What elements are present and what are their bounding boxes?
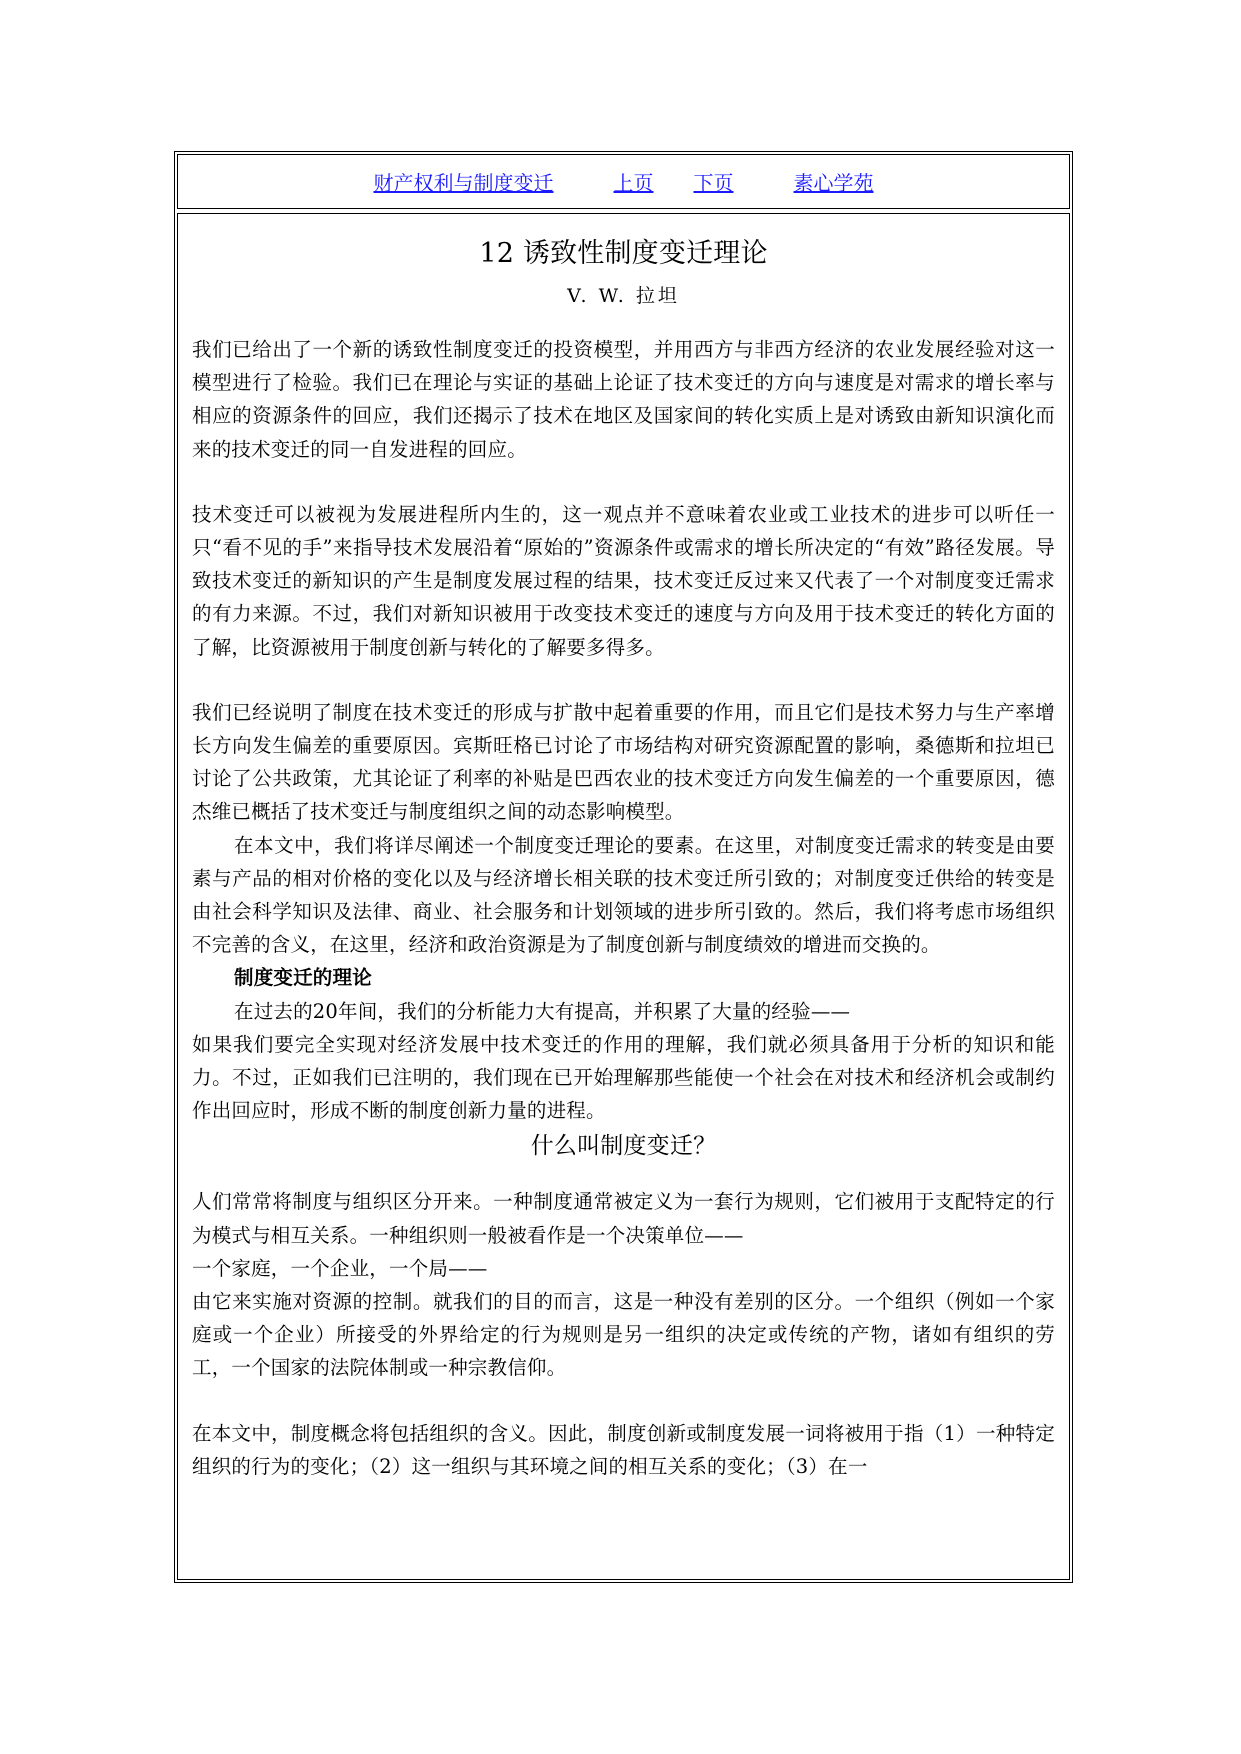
paragraph-3: 我们已经说明了制度在技术变迁的形成与扩散中起着重要的作用，而且它们是技术努力与生产率增长方向发生偏差的重要原因。宾斯旺格已讨论了市场结构对研究资源配置的影响，桑德斯和拉坦已讨论了公共政策，尤其论证了利率的补贴是巴西农业的技术变迁方向发生偏差的一个重要原因，德杰维已概括了技术变迁与制度组织之间的动态影响模型。 [192, 700, 1055, 824]
prev-page-link[interactable]: 上页 [613, 171, 654, 195]
subsection-title: 什么叫制度变迁？ [530, 1133, 717, 1160]
paragraph-2: 技术变迁可以被视为发展进程所内生的，这一观点并不意味着农业或工业技术的进步可以听任一只“看不见的手”来指导技术发展沿着“原始的”资源条件或需求的增长所决定的“有效”路径发展。导致技术变迁的新知识的产生是制度发展过程的结果，技术变迁反过来又代表了一个对制度变迁需求的有力来源。不过，我们对新知识被用于改变技术变迁的速度与方向及用于技术变迁的转化方面的了解，比资源被用于制度创新与转化的了解要多得多。 [192, 502, 1055, 659]
next-page-link[interactable]: 下页 [693, 171, 734, 195]
paragraph-5a: 在过去的20年间，我们的分析能力大有提高，并积累了大量的经验—— [234, 999, 851, 1023]
paragraph-7: 在本文中，制度概念将包括组织的含义。因此，制度创新或制度发展一词将被用于指（1）一种特定组织的行为的变化；（2）这一组织与其环境之间的相互关系的变化；（3）在一 [192, 1421, 1055, 1478]
paragraph-1: 我们已给出了一个新的诱致性制度变迁的投资模型，并用西方与非西方经济的农业发展经验对这一模型进行了检验。我们已在理论与实证的基础上论证了技术变迁的方向与速度是对需求的增长率与相应的资源条件的回应，我们还揭示了技术在地区及国家间的转化实质上是对诱致由新知识演化而来的技术变迁的同一自发进程的回应。 [192, 338, 1055, 461]
article-author: V. W. 拉坦 [567, 285, 680, 307]
inner-box [177, 154, 1070, 1580]
section-heading: 制度变迁的理论 [234, 966, 372, 990]
paragraph-4: 在本文中，我们将详尽阐述一个制度变迁理论的要素。在这里，对制度变迁需求的转变是由要素与产品的相对价格的变化以及与经济增长相关联的技术变迁所引致的；对制度变迁供给的转变是由社会科学知识及法律、商业、社会服务和计划领域的进步所引致的。然后，我们将考虑市场组织不完善的含义，在这里，经济和政治资源是为了制度创新与制度绩效的增进而交换的。 [192, 833, 1055, 957]
paragraph-5b: 如果我们要完全实现对经济发展中技术变迁的作用的理解，我们就必须具备用于分析的知识和能力。不过，正如我们已注明的，我们现在已开始理解那些能使一个社会在对技术和经济机会或制约作出回应时，形成不断的制度创新力量的进程。 [192, 1032, 1055, 1123]
page-frame [174, 151, 1073, 1583]
article-body [178, 214, 1069, 1483]
article-title: 12 诱致性制度变迁理论 [479, 238, 768, 269]
content-cell [177, 213, 1070, 1580]
book-title-link[interactable]: 财产权利与制度变迁 [373, 171, 554, 195]
paragraph-6c: 由它来实施对资源的控制。就我们的目的而言，这是一种没有差别的区分。一个组织（例如一个家庭或一个企业）所接受的外界给定的行为规则是另一组织的决定或传统的产物，诸如有组织的劳工，一个国家的法院体制或一种宗教信仰。 [192, 1290, 1055, 1380]
paragraph-6a: 人们常常将制度与组织区分开来。一种制度通常被定义为一套行为规则，它们被用于支配特定的行为模式与相互关系。一种组织则一般被看作是一个决策单位—— [192, 1190, 1055, 1247]
navigation-bar [177, 154, 1070, 209]
site-link[interactable]: 素心学苑 [793, 171, 874, 195]
paragraph-6b: 一个家庭，一个企业，一个局—— [192, 1256, 488, 1280]
